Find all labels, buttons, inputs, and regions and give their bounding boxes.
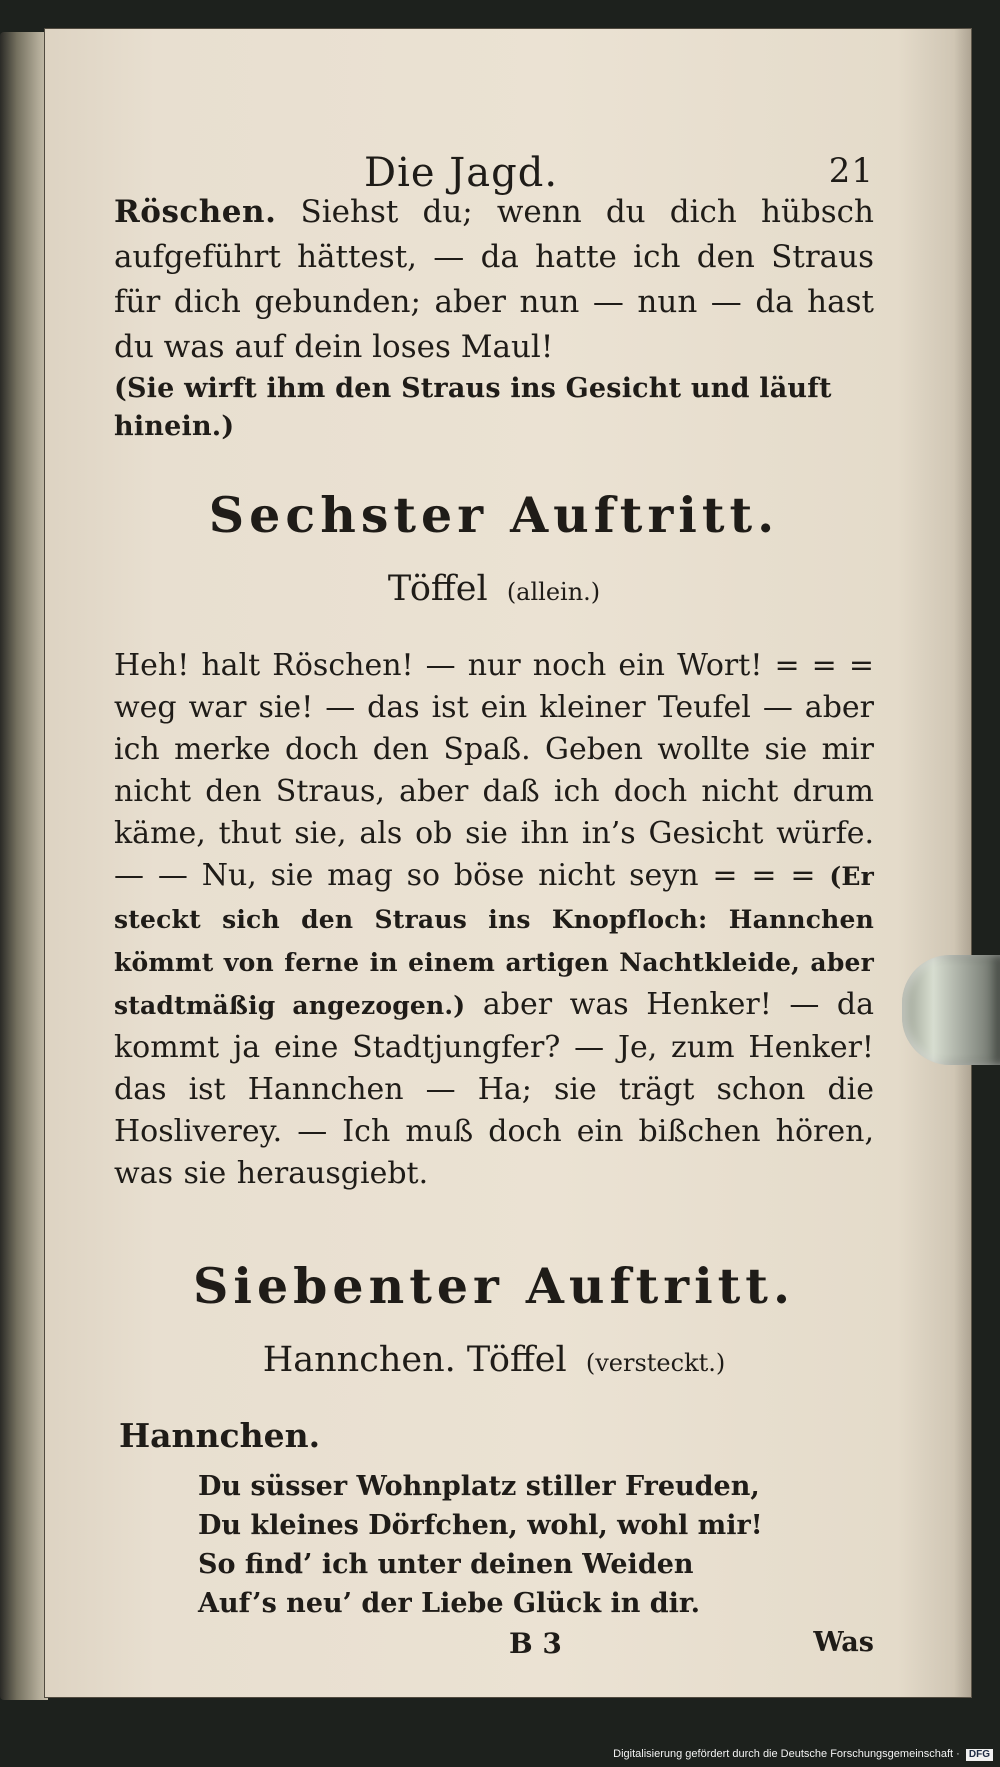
page-clip [902,955,1000,1065]
monologue-stage-direction: (Er steckt sich den Straus ins Knopfloch: Hannchen kömmt von ferne in einem artigen Nachtkleide, aber stadtmäßig angezogen.) [114,862,874,1020]
printer-signature: B 3 [509,1627,562,1660]
attribution-text: Digitalisierung gefördert durch die Deutsche Forschungsgemeinschaft · [613,1748,960,1760]
speaker-roeschen: Röschen. [114,194,277,230]
scene-seven-aside: (versteckt.) [585,1349,726,1377]
dialogue-roeschen [114,190,874,370]
verse-line-1: Du süsser Wohnplatz stiller Freuden, [198,1471,760,1502]
running-head [114,130,874,196]
running-title: Die Jagd. [364,150,559,196]
scene-heading-sechster-auftritt: Sechster Auftritt. [208,486,780,544]
toeffel-monologue [114,645,874,1195]
song-speaker-hannchen: Hannchen. [119,1416,321,1455]
catchword: Was [813,1627,874,1658]
digitization-attribution [613,1747,993,1761]
dfg-logo: DFG [966,1749,993,1761]
speaker-toeffel: Töffel [387,569,488,609]
page-text [114,130,874,1679]
scene-heading-siebenter-auftritt: Siebenter Auftritt. [192,1257,796,1315]
monologue-end: aber was Henker! — da kommt ja eine Stadtjungfer? — Je, zum Henker! das ist Hannchen — Ha; sie trägt schon die Hosliverey. — Ich muß doch ein bißchen hören, was sie herausgiebt. [114,987,874,1191]
speaker-aside: (allein.) [506,578,601,606]
scene-seven-speakers [114,1335,874,1388]
verse-line-4: Auf’s neu’ der Liebe Glück in dir. [198,1588,701,1619]
verse-line-2: Du kleines Dörfchen, wohl, wohl mir! [198,1510,763,1541]
scene-six-speaker [114,564,874,617]
left-page-edge [0,32,48,1700]
page-number: 21 [828,151,874,191]
book-page [44,28,972,1698]
monologue-start: Heh! halt Röschen! — nur noch ein Wort! = = = weg war sie! — das ist ein kleiner Teufel — aber ich merke doch den Spaß. Geben wollte sie mir nicht den Straus, aber daß ich doch nicht drum käme, thut sie, als ob sie ihn in’s Gesicht würfe. — — Nu, sie mag so böse nicht seyn = = = [114,648,874,893]
dialogue-roeschen-text: Siehst du; wenn du dich hübsch aufgeführt hättest, — da hatte ich den Straus für dich gebunden; aber nun — nun — da hast du was auf dein loses Maul! [114,194,874,365]
page-edge-shadow [954,28,972,1698]
scene-seven-speaker-line: Hannchen. Töffel [262,1340,567,1380]
verse-line-3: So find’ ich unter deinen Weiden [198,1549,694,1580]
stage-direction-throw-bouquet: (Sie wirft ihm den Straus ins Gesicht und läuft hinein.) [114,373,832,442]
page-footer-line [114,1627,874,1679]
